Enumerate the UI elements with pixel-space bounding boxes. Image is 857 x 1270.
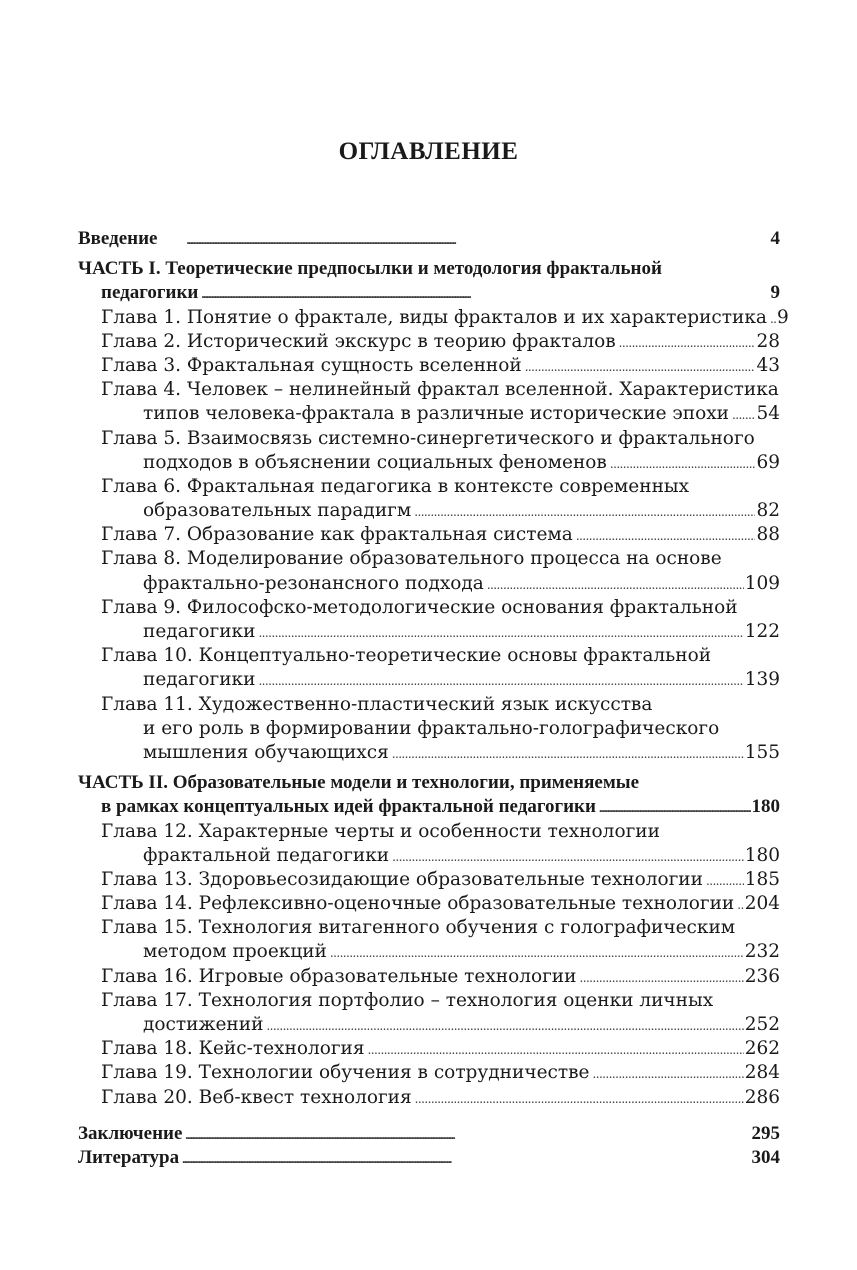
toc-label: Глава 16. Игровые образовательные технологии [101, 965, 577, 987]
toc-entry-conclusion[interactable] [78, 1122, 780, 1146]
toc-label: педагогики [143, 669, 256, 691]
dot-leader [182, 1146, 750, 1171]
toc-label: Глава 18. Кейс-технология [101, 1038, 365, 1060]
toc-entry-part-1[interactable] [78, 257, 780, 305]
toc-label: фрактально-резонансного подхода [143, 572, 484, 594]
toc-label: педагогики [101, 282, 199, 304]
toc-page-number: 295 [751, 1122, 780, 1144]
dot-leader [258, 668, 743, 693]
toc-label: педагогики [143, 621, 256, 642]
dot-leader [579, 965, 743, 990]
toc-entry-chapter-13[interactable] [78, 868, 780, 892]
toc-label: типов человека-фрактала в различные исторические эпохи [143, 403, 729, 425]
toc-entry-chapter-9[interactable] [78, 596, 780, 644]
dot-leader [619, 330, 756, 355]
toc-entry-part-2[interactable] [78, 771, 780, 819]
dot-leader [732, 402, 755, 427]
dot-leader [487, 572, 744, 597]
toc-label: методом проекций [143, 941, 327, 963]
toc-entry-chapter-15[interactable] [78, 916, 780, 964]
toc-page-number: 180 [751, 796, 780, 818]
toc-label: Глава 6. Фрактальная педагогика в контексте современных [101, 475, 690, 497]
dot-leader [525, 354, 756, 379]
page-title: ОГЛАВЛЕНИЕ [338, 138, 519, 165]
toc-entry-chapter-7[interactable] [78, 523, 780, 547]
toc-label: Глава 4. Человек – нелинейный фрактал вселенной. Характеристика [101, 379, 779, 401]
toc-label: Глава 20. Веб-квест технология [101, 1086, 412, 1108]
dot-leader [610, 451, 756, 476]
toc-page-number: 9 [770, 282, 780, 304]
dot-leader [258, 620, 743, 645]
dot-leader [737, 892, 743, 917]
toc-entry-chapter-6[interactable] [78, 475, 780, 523]
toc-entry-chapter-18[interactable] [78, 1037, 780, 1061]
dot-leader [414, 499, 755, 524]
toc-page-number: 155 [744, 741, 780, 763]
toc-page-number: 185 [744, 868, 780, 890]
toc-entry-chapter-14[interactable] [78, 892, 780, 916]
toc-page-number: 232 [744, 941, 780, 963]
toc-entry-chapter-1[interactable] [78, 306, 789, 330]
toc-entry-literature[interactable] [78, 1146, 780, 1170]
toc-entry-intro[interactable] [78, 227, 780, 251]
toc-label: Глава 8. Моделирование образовательного процесса на основе [101, 548, 722, 570]
toc-entry-chapter-10[interactable] [78, 644, 780, 692]
toc-label: Глава 1. Понятие о фрактале, виды фракталов и их характеристика [101, 306, 767, 328]
toc-entry-chapter-4[interactable] [78, 378, 780, 426]
toc-entry-chapter-5[interactable] [78, 427, 780, 475]
toc-page-number: 4 [770, 228, 780, 249]
toc-label: фрактальной педагогики [143, 844, 390, 866]
toc-entry-chapter-8[interactable] [78, 547, 780, 595]
toc-label: Заключение [78, 1122, 183, 1144]
toc-label: Глава 12. Характерные черты и особенности технологии [101, 820, 660, 842]
toc-label: Глава 3. Фрактальная сущность вселенной [101, 354, 522, 376]
dot-leader [187, 227, 770, 252]
dot-leader [576, 523, 756, 548]
toc-label: Глава 7. Образование как фрактальная система [101, 524, 573, 546]
toc-entry-chapter-11[interactable] [78, 693, 780, 766]
toc-label: Глава 13. Здоровьесозидающие образовательные технологии [101, 868, 703, 890]
dot-leader [592, 1061, 743, 1086]
toc-label: Глава 9. Философско-методологические основания фрактальной [101, 596, 738, 618]
toc-label: достижений [143, 1014, 264, 1035]
toc-label: и его роль в формировании фрактально-голографического [143, 717, 720, 739]
toc-page-number: 204 [744, 893, 780, 915]
toc-label: Глава 2. Исторический экскурс в теорию фракталов [101, 330, 616, 352]
toc-label: образовательных парадигм [143, 500, 412, 522]
toc-page-number: 286 [744, 1086, 780, 1108]
dot-leader [201, 281, 769, 306]
dot-leader [706, 868, 744, 893]
toc-label: Глава 10. Концептуально-теоретические основы фрактальной [101, 645, 712, 667]
toc-entry-chapter-19[interactable] [78, 1061, 780, 1085]
toc-label: ЧАСТЬ II. Образовательные модели и технологии, применяемые [78, 772, 640, 794]
toc-page-number: 180 [744, 844, 780, 866]
toc-label: Введение [78, 228, 158, 249]
toc-label: Глава 5. Взаимосвязь системно-синергетического и фрактального [101, 427, 755, 449]
toc-page-number: 139 [744, 669, 780, 691]
toc-page-number: 304 [751, 1146, 780, 1168]
toc-label: Литература [78, 1146, 180, 1168]
toc-page-number: 284 [744, 1062, 780, 1084]
dot-leader [330, 940, 744, 965]
toc-page-number: 122 [744, 621, 780, 642]
toc-label: Глава 14. Рефлексивно-оценочные образовательные технологии [101, 893, 735, 915]
dot-leader [185, 1122, 750, 1147]
toc-page-number: 236 [744, 965, 780, 987]
toc-label: Глава 17. Технология портфолио – технология оценки личных [101, 989, 714, 1011]
toc-label: в рамках концептуальных идей фрактальной педагогики [101, 796, 596, 818]
dot-leader [415, 1086, 744, 1111]
toc-label: подходов в объяснении социальных феноменов [143, 451, 607, 473]
toc-page-number: 82 [756, 500, 780, 522]
toc-label: ЧАСТЬ I. Теоретические предпосылки и методология фрактальной [78, 258, 662, 280]
dot-leader [392, 741, 744, 766]
toc-entry-chapter-17[interactable] [78, 989, 780, 1037]
toc-entry-chapter-3[interactable] [78, 354, 780, 378]
toc-label: Глава 15. Технология витагенного обучения с голографическим [101, 917, 736, 939]
toc-page-number: 43 [756, 354, 780, 376]
toc-page-number: 28 [756, 330, 780, 352]
toc-page-number: 88 [756, 524, 780, 546]
dot-leader [599, 795, 751, 820]
toc-label: Глава 11. Художественно-пластический язык искусства [101, 693, 653, 715]
toc-entry-chapter-20[interactable] [78, 1086, 780, 1110]
toc-page-number: 109 [744, 572, 780, 594]
toc-page-number: 262 [744, 1038, 780, 1060]
toc-page-number: 54 [756, 403, 780, 425]
toc-label: мышления обучающихся [143, 741, 389, 763]
toc-entry-chapter-16[interactable] [78, 965, 780, 989]
toc-page-number: 69 [756, 451, 780, 473]
dot-leader [392, 844, 744, 869]
table-of-contents [78, 227, 789, 1170]
dot-leader [266, 1013, 743, 1038]
toc-entry-chapter-2[interactable] [78, 330, 780, 354]
dot-leader [770, 306, 776, 331]
toc-entry-chapter-12[interactable] [78, 820, 780, 868]
toc-page-number: 252 [744, 1014, 780, 1035]
toc-label: Глава 19. Технологии обучения в сотрудничестве [101, 1062, 590, 1084]
toc-page-number: 9 [776, 306, 789, 328]
dot-leader [368, 1037, 744, 1062]
